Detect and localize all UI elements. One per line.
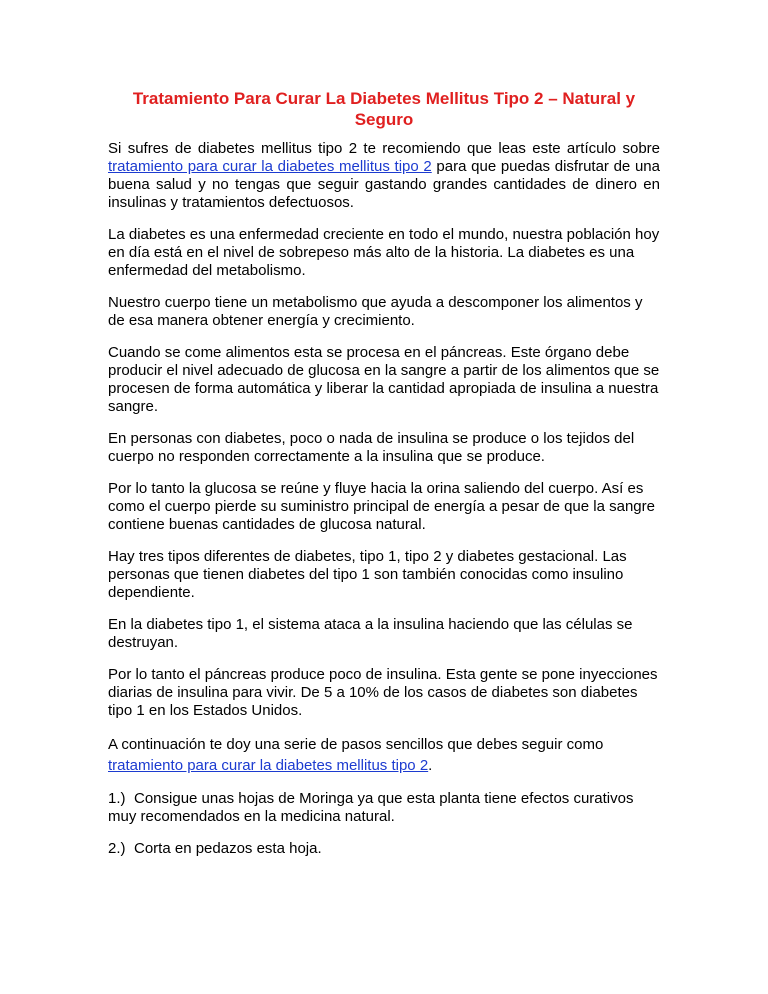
step-number: 2.) [108, 840, 126, 857]
continuation-paragraph [108, 734, 660, 776]
continuation-text-after-link: . [428, 757, 433, 774]
intro-text-after-link: para que puedas disfrutar de una buena salud y no tengas que seguir gastando grandes cantidades de dinero en insulinas y tratamientos defectuosos. [108, 158, 660, 211]
paragraph-pancreas: Cuando se come alimentos esta se procesa en el páncreas. Este órgano debe producir el nivel adecuado de glucosa en la sangre a partir de los alimentos que se procesen de forma automática y liberar la cantidad apropiada de insulina a nuestra sangre. [108, 344, 660, 415]
paragraph-diabetes-types: Hay tres tipos diferentes de diabetes, tipo 1, tipo 2 y diabetes gestacional. Las personas que tienen diabetes del tipo 1 son también conocidas como insulino dependiente. [108, 548, 627, 601]
step-item [108, 840, 660, 858]
step-item [108, 790, 660, 826]
intro-treatment-link[interactable]: tratamiento para curar la diabetes mellitus tipo 2 [108, 158, 432, 175]
paragraph-type1-attack: En la diabetes tipo 1, el sistema ataca a la insulina haciendo que las células se destruyan. [108, 616, 633, 651]
document-title: Tratamiento Para Curar La Diabetes Mellitus Tipo 2 – Natural y Seguro [132, 89, 636, 129]
intro-text-before-link: Si sufres de diabetes mellitus tipo 2 te recomiendo que leas este artículo sobre [108, 140, 660, 157]
paragraph-glucose-loss: Por lo tanto la glucosa se reúne y fluye hacia la orina saliendo del cuerpo. Así es como el cuerpo pierde su suministro principal de energía a pesar de que la sangre contiene buenas cantidades de glucosa natural. [108, 480, 655, 533]
continuation-text-before-link: A continuación te doy una serie de pasos sencillos que debes seguir como [108, 736, 604, 753]
continuation-treatment-link[interactable]: tratamiento para curar la diabetes mellitus tipo 2 [108, 757, 429, 774]
document-page [108, 88, 660, 872]
paragraph-body-metabolism: Nuestro cuerpo tiene un metabolismo que ayuda a descomponer los alimentos y de esa manera obtener energía y crecimiento. [108, 294, 643, 329]
paragraph-insulin-injections: Por lo tanto el páncreas produce poco de insulina. Esta gente se pone inyecciones diarias de insulina para vivir. De 5 a 10% de los casos de diabetes son diabetes tipo 1 en los Estados Unidos. [108, 666, 658, 719]
paragraph-insulin-production: En personas con diabetes, poco o nada de insulina se produce o los tejidos del cuerpo no responden correctamente a la insulina que se produce. [108, 430, 635, 465]
step-text: Consigue unas hojas de Moringa ya que esta planta tiene efectos curativos muy recomendados en la medicina natural. [108, 790, 634, 825]
step-number: 1.) [108, 790, 126, 807]
intro-paragraph [108, 140, 660, 212]
step-text: Corta en pedazos esta hoja. [134, 840, 322, 857]
paragraph-metabolism-disease: La diabetes es una enfermedad creciente en todo el mundo, nuestra población hoy en día está en el nivel de sobrepeso más alto de la historia. La diabetes es una enfermedad del metabolismo. [108, 226, 660, 279]
